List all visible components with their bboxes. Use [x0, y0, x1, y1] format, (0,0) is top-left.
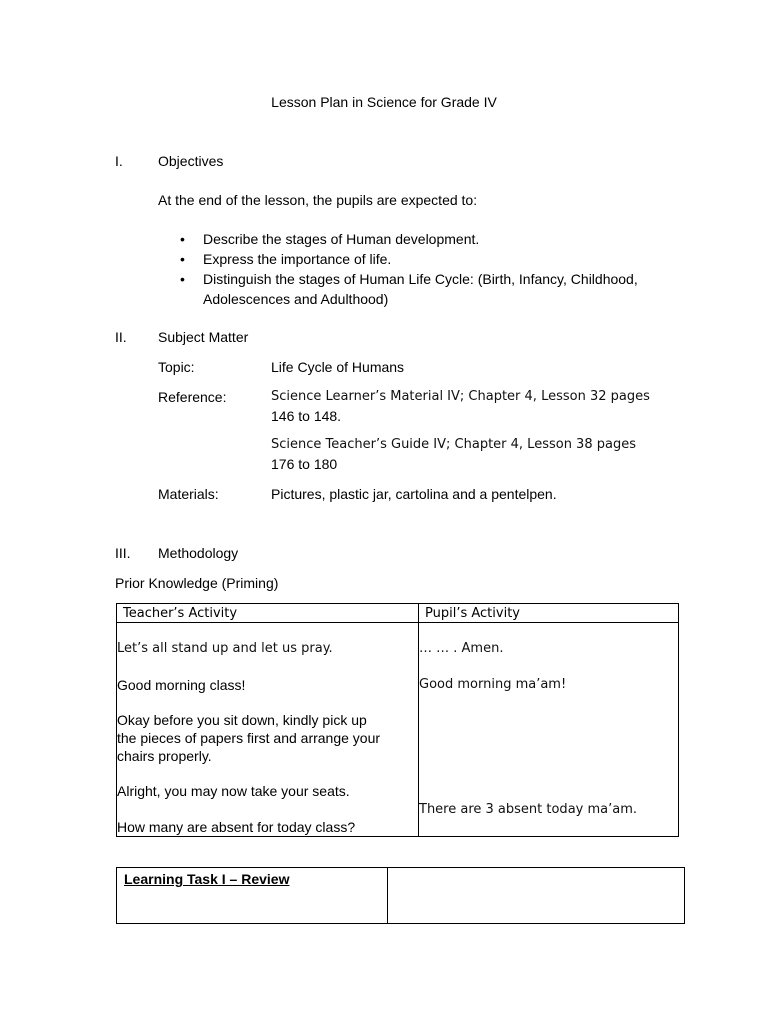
objectives-intro: At the end of the lesson, the pupils are expected to:	[158, 192, 478, 208]
bullet-icon: •	[180, 231, 185, 247]
section-number-methodology: III.	[115, 545, 131, 561]
objective-item: Describe the stages of Human development.	[203, 231, 480, 247]
materials-value: Pictures, plastic jar, cartolina and a pentelpen.	[271, 486, 557, 502]
pupil-line: There are 3 absent today ma’am.	[419, 802, 638, 817]
bullet-icon: •	[180, 271, 185, 287]
document-title: Lesson Plan in Science for Grade IV	[271, 94, 497, 110]
learning-task-cell	[117, 868, 388, 923]
prior-knowledge-heading: Prior Knowledge (Priming)	[115, 575, 279, 591]
teacher-line: the pieces of papers first and arrange your	[117, 730, 381, 746]
materials-label: Materials:	[158, 486, 219, 502]
topic-label: Topic:	[158, 359, 195, 375]
bullet-icon: •	[180, 251, 185, 267]
reference-2-line2: 176 to 180	[271, 456, 338, 472]
activity-table	[116, 603, 679, 837]
section-number-subject-matter: II.	[115, 329, 127, 345]
pupil-activity-cell	[419, 623, 679, 837]
objective-item: Distinguish the stages of Human Life Cycle: (Birth, Infancy, Childhood,	[203, 271, 638, 287]
teacher-line: Okay before you sit down, kindly pick up	[117, 712, 367, 728]
reference-2-line1: Science Teacher’s Guide IV; Chapter 4, Lesson 38 pages	[271, 437, 636, 452]
learning-task-table	[116, 867, 685, 924]
learning-task-label: Learning Task I – Review	[124, 871, 290, 887]
teacher-line: Good morning class!	[117, 677, 246, 693]
pupil-line: … … . Amen.	[419, 641, 504, 656]
column-header-teacher: Teacher’s Activity	[117, 604, 419, 623]
teacher-line: chairs properly.	[117, 748, 212, 764]
reference-1-line1: Science Learner’s Material IV; Chapter 4, Lesson 32 pages	[271, 389, 650, 404]
objective-item: Express the importance of life.	[203, 251, 392, 267]
reference-1-line2: 146 to 148.	[271, 408, 342, 424]
teacher-line: Let’s all stand up and let us pray.	[117, 641, 333, 656]
objectives-heading: Objectives	[158, 153, 224, 169]
teacher-line: How many are absent for today class?	[117, 819, 356, 835]
pupil-line: Good morning ma’am!	[419, 677, 567, 692]
teacher-activity-cell	[117, 623, 419, 837]
methodology-heading: Methodology	[158, 545, 239, 561]
subject-matter-heading: Subject Matter	[158, 329, 249, 345]
reference-label: Reference:	[158, 389, 227, 405]
objective-item-continued: Adolescences and Adulthood)	[203, 291, 389, 307]
topic-value: Life Cycle of Humans	[271, 359, 405, 375]
column-header-pupil: Pupil’s Activity	[419, 604, 679, 623]
teacher-line: Alright, you may now take your seats.	[117, 783, 350, 799]
section-number-objectives: I.	[115, 153, 123, 169]
